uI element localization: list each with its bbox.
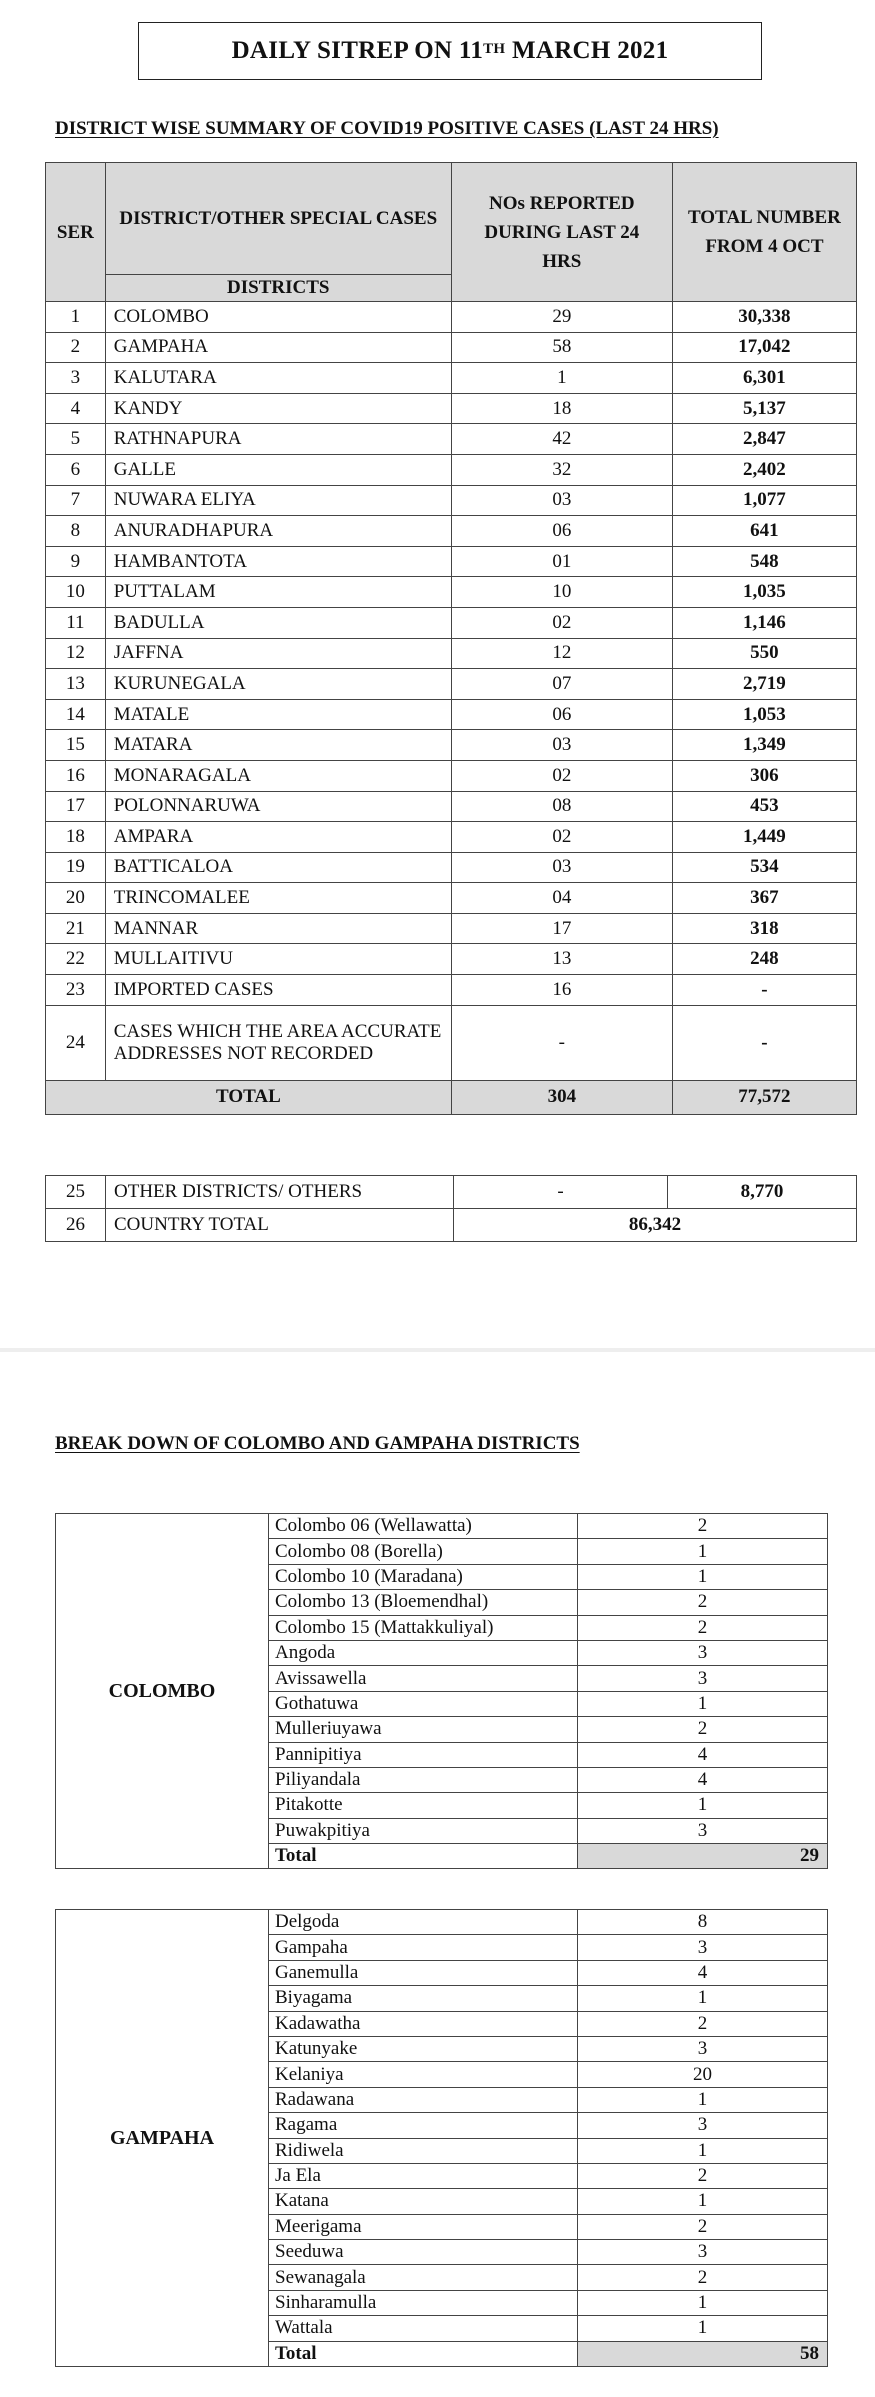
row-ser: 13 (46, 669, 106, 700)
row-total: 641 (672, 516, 856, 547)
area-name: Sinharamulla (269, 2290, 578, 2315)
total-label: TOTAL (46, 1080, 452, 1114)
row-total: 1,449 (672, 822, 856, 853)
colombo-district-label: COLOMBO (56, 1514, 269, 1869)
row-total: 30,338 (672, 302, 856, 333)
other-name: OTHER DISTRICTS/ OTHERS (106, 1176, 454, 1209)
area-count: 2 (578, 2265, 828, 2290)
area-count: 3 (578, 1666, 828, 1691)
row-reported: 06 (451, 516, 672, 547)
row-name: PUTTALAM (105, 577, 451, 608)
row-ser: 21 (46, 913, 106, 944)
area-count: 4 (578, 1960, 828, 1985)
area-name: Ridiwela (269, 2138, 578, 2163)
header-reported (451, 163, 672, 302)
area-count: 4 (578, 1767, 828, 1792)
row-name: KALUTARA (105, 363, 451, 394)
row-name: GALLE (105, 454, 451, 485)
table-row (46, 607, 857, 638)
row-total: 306 (672, 760, 856, 791)
row-total: 5,137 (672, 393, 856, 424)
area-name: Angoda (269, 1640, 578, 1665)
area-count: 1 (578, 1564, 828, 1589)
row-name: IMPORTED CASES (105, 975, 451, 1006)
area-count: 3 (578, 1935, 828, 1960)
row-ser: 15 (46, 730, 106, 761)
row-ser: 11 (46, 607, 106, 638)
row-name: MULLAITIVU (105, 944, 451, 975)
row-total: 1,053 (672, 699, 856, 730)
row-reported: 13 (451, 944, 672, 975)
area-count: 3 (578, 1640, 828, 1665)
row-total: 2,847 (672, 424, 856, 455)
header-ser: SER (46, 163, 106, 302)
row-name: BADULLA (105, 607, 451, 638)
area-name: Radawana (269, 2087, 578, 2112)
row-name: POLONNARUWA (105, 791, 451, 822)
row-ser: 16 (46, 760, 106, 791)
area-name: Colombo 08 (Borella) (269, 1539, 578, 1564)
table-row (46, 393, 857, 424)
row-name: NUWARA ELIYA (105, 485, 451, 516)
row-name: ANURADHAPURA (105, 516, 451, 547)
area-count: 1 (578, 2138, 828, 2163)
row-reported: 03 (451, 485, 672, 516)
table-row (46, 883, 857, 914)
row-total: 534 (672, 852, 856, 883)
title-prefix: DAILY SITREP ON 11 (231, 37, 484, 64)
area-name: Biyagama (269, 1986, 578, 2011)
table-row (46, 424, 857, 455)
row-ser: 5 (46, 424, 106, 455)
table-row (46, 699, 857, 730)
total-value: 58 (578, 2341, 828, 2366)
area-name: Gampaha (269, 1935, 578, 1960)
area-count: 2 (578, 1514, 828, 1539)
row-name: KANDY (105, 393, 451, 424)
row-ser: 19 (46, 852, 106, 883)
total-row (46, 1080, 857, 1114)
area-name: Wattala (269, 2316, 578, 2341)
area-name: Puwakpitiya (269, 1818, 578, 1843)
other-districts-row (46, 1176, 857, 1209)
table-row (46, 546, 857, 577)
area-name: Colombo 15 (Mattakkuliyal) (269, 1615, 578, 1640)
area-name: Kelaniya (269, 2062, 578, 2087)
table-row (46, 730, 857, 761)
area-count: 2 (578, 2163, 828, 2188)
row-reported: 02 (451, 760, 672, 791)
row-reported: 03 (451, 852, 672, 883)
row-reported: 29 (451, 302, 672, 333)
area-count: 3 (578, 2113, 828, 2138)
list-item (56, 1910, 828, 1935)
extra-totals-table (45, 1175, 857, 1242)
area-name: Seeduwa (269, 2240, 578, 2265)
area-count: 1 (578, 2189, 828, 2214)
area-count: 20 (578, 2062, 828, 2087)
table-row (46, 1005, 857, 1080)
table-row (46, 454, 857, 485)
row-name: GAMPAHA (105, 332, 451, 363)
row-name: HAMBANTOTA (105, 546, 451, 577)
table-row (46, 852, 857, 883)
area-name: Sewanagala (269, 2265, 578, 2290)
total-label: Total (269, 1844, 578, 1869)
row-name: KURUNEGALA (105, 669, 451, 700)
row-reported: 42 (451, 424, 672, 455)
area-name: Meerigama (269, 2214, 578, 2239)
row-reported: 04 (451, 883, 672, 914)
row-name: COLOMBO (105, 302, 451, 333)
table-row (46, 363, 857, 394)
row-ser: 17 (46, 791, 106, 822)
row-name: MATARA (105, 730, 451, 761)
other-reported: - (454, 1176, 668, 1209)
row-total: 367 (672, 883, 856, 914)
row-reported: 08 (451, 791, 672, 822)
area-count: 1 (578, 1793, 828, 1818)
table-row (46, 669, 857, 700)
area-count: 2 (578, 1717, 828, 1742)
row-total: 453 (672, 791, 856, 822)
area-count: 8 (578, 1910, 828, 1935)
table-row (46, 332, 857, 363)
row-name: JAFFNA (105, 638, 451, 669)
area-name: Katunyake (269, 2036, 578, 2061)
row-ser: 23 (46, 975, 106, 1006)
area-name: Colombo 13 (Bloemendhal) (269, 1590, 578, 1615)
area-name: Pannipitiya (269, 1742, 578, 1767)
area-name: Ragama (269, 2113, 578, 2138)
row-reported: 01 (451, 546, 672, 577)
area-count: 3 (578, 2036, 828, 2061)
table-row (46, 760, 857, 791)
row-reported: 06 (451, 699, 672, 730)
row-total: - (672, 975, 856, 1006)
header-reported-text: NOs REPORTED DURING LAST 24 HRS (484, 192, 640, 272)
row-total: 548 (672, 546, 856, 577)
area-count: 1 (578, 2087, 828, 2112)
table-row (46, 944, 857, 975)
other-total: 8,770 (668, 1176, 857, 1209)
row-reported: - (451, 1005, 672, 1080)
area-count: 1 (578, 2316, 828, 2341)
area-name: Colombo 06 (Wellawatta) (269, 1514, 578, 1539)
row-ser: 9 (46, 546, 106, 577)
row-reported: 12 (451, 638, 672, 669)
area-name: Delgoda (269, 1910, 578, 1935)
row-total: 318 (672, 913, 856, 944)
row-reported: 17 (451, 913, 672, 944)
header-district-text: DISTRICT/OTHER SPECIAL CASES (119, 208, 438, 229)
row-name: MATALE (105, 699, 451, 730)
row-ser: 7 (46, 485, 106, 516)
total-reported: 304 (451, 1080, 672, 1114)
gampaha-breakdown-table (55, 1909, 828, 2367)
area-count: 1 (578, 1539, 828, 1564)
country-name: COUNTRY TOTAL (106, 1209, 454, 1242)
row-reported: 18 (451, 393, 672, 424)
row-reported: 10 (451, 577, 672, 608)
row-name: BATTICALOA (105, 852, 451, 883)
row-ser: 6 (46, 454, 106, 485)
row-ser: 14 (46, 699, 106, 730)
country-total-row (46, 1209, 857, 1242)
row-name: TRINCOMALEE (105, 883, 451, 914)
area-name: Avissawella (269, 1666, 578, 1691)
row-ser: 18 (46, 822, 106, 853)
area-count: 2 (578, 2011, 828, 2036)
area-name: Pitakotte (269, 1793, 578, 1818)
row-total: 6,301 (672, 363, 856, 394)
country-total: 86,342 (454, 1209, 857, 1242)
row-ser: 1 (46, 302, 106, 333)
district-rows (46, 302, 857, 1006)
header-district (105, 163, 451, 275)
row-total: - (672, 1005, 856, 1080)
table-row (46, 302, 857, 333)
row-total: 2,402 (672, 454, 856, 485)
row-name: RATHNAPURA (105, 424, 451, 455)
row-reported: 1 (451, 363, 672, 394)
table-row (46, 485, 857, 516)
row-reported: 03 (451, 730, 672, 761)
total-value: 29 (578, 1844, 828, 1869)
area-name: Ganemulla (269, 1960, 578, 1985)
report-title (138, 22, 762, 80)
row-name: MONARAGALA (105, 760, 451, 791)
breakdown-heading: BREAK DOWN OF COLOMBO AND GAMPAHA DISTRICTS (55, 1433, 580, 1454)
table-row (46, 791, 857, 822)
row-reported: 32 (451, 454, 672, 485)
gampaha-district-label: GAMPAHA (56, 1910, 269, 2367)
area-name: Katana (269, 2189, 578, 2214)
other-ser: 25 (46, 1176, 106, 1209)
area-name: Gothatuwa (269, 1691, 578, 1716)
row-total: 2,719 (672, 669, 856, 700)
row-reported: 58 (451, 332, 672, 363)
area-count: 4 (578, 1742, 828, 1767)
district-summary-table (45, 162, 857, 1115)
area-name: Ja Ela (269, 2163, 578, 2188)
row-ser: 20 (46, 883, 106, 914)
table-row (46, 638, 857, 669)
area-name: Kadawatha (269, 2011, 578, 2036)
title-suffix: MARCH 2021 (505, 37, 669, 64)
area-name: Colombo 10 (Maradana) (269, 1564, 578, 1589)
list-item (56, 1514, 828, 1539)
area-name: Piliyandala (269, 1767, 578, 1792)
header-total (672, 163, 856, 302)
row-ser: 4 (46, 393, 106, 424)
area-count: 3 (578, 2240, 828, 2265)
row-reported: 16 (451, 975, 672, 1006)
row-reported: 02 (451, 607, 672, 638)
row-total: 1,077 (672, 485, 856, 516)
row-ser: 10 (46, 577, 106, 608)
row-name: AMPARA (105, 822, 451, 853)
total-label: Total (269, 2341, 578, 2366)
row-name: CASES WHICH THE AREA ACCURATE ADDRESSES NOT RECORDED (105, 1005, 451, 1080)
area-count: 2 (578, 1615, 828, 1640)
row-total: 1,349 (672, 730, 856, 761)
table-row (46, 516, 857, 547)
table-row (46, 913, 857, 944)
row-reported: 07 (451, 669, 672, 700)
area-name: Mulleriuyawa (269, 1717, 578, 1742)
summary-heading: DISTRICT WISE SUMMARY OF COVID19 POSITIVE CASES (LAST 24 HRS) (55, 118, 719, 139)
area-count: 2 (578, 1590, 828, 1615)
table-row (46, 822, 857, 853)
row-total: 1,146 (672, 607, 856, 638)
area-count: 2 (578, 2214, 828, 2239)
row-name: MANNAR (105, 913, 451, 944)
colombo-breakdown-table (55, 1513, 828, 1869)
total-cumulative: 77,572 (672, 1080, 856, 1114)
table-row (46, 577, 857, 608)
row-ser: 2 (46, 332, 106, 363)
table-row (46, 975, 857, 1006)
section-label-districts: DISTRICTS (105, 275, 451, 302)
area-count: 3 (578, 1818, 828, 1843)
area-count: 1 (578, 2290, 828, 2315)
header-total-text: TOTAL NUMBER FROM 4 OCT (687, 207, 841, 257)
area-count: 1 (578, 1986, 828, 2011)
area-count: 1 (578, 1691, 828, 1716)
country-ser: 26 (46, 1209, 106, 1242)
row-ser: 8 (46, 516, 106, 547)
row-ser: 24 (46, 1005, 106, 1080)
row-ser: 22 (46, 944, 106, 975)
page-divider (0, 1348, 875, 1352)
row-total: 550 (672, 638, 856, 669)
title-sup: TH (483, 40, 506, 57)
row-total: 17,042 (672, 332, 856, 363)
row-total: 1,035 (672, 577, 856, 608)
row-total: 248 (672, 944, 856, 975)
row-ser: 3 (46, 363, 106, 394)
row-ser: 12 (46, 638, 106, 669)
row-reported: 02 (451, 822, 672, 853)
